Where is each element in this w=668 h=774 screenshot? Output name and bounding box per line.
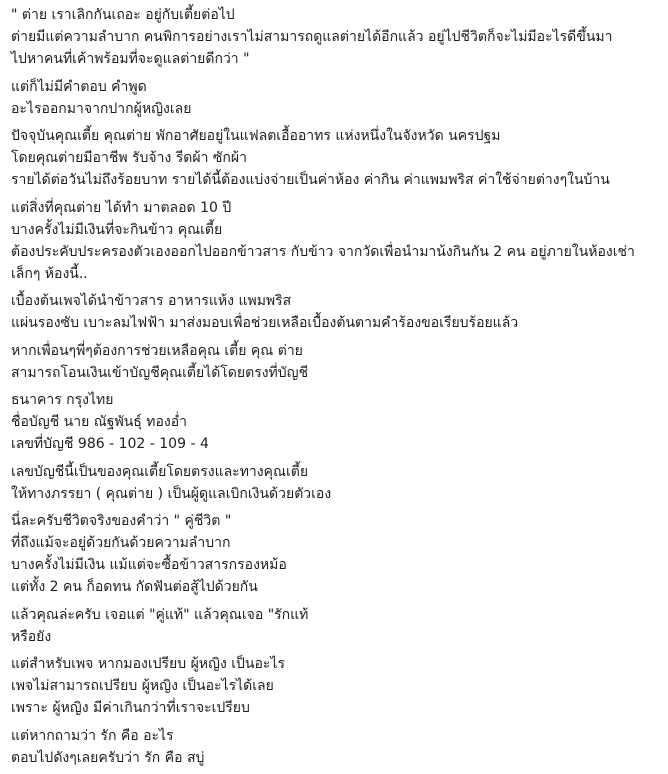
post-text-line: โดยคุณต่ายมีอาชีพ รับจ้าง รีดผ้า ซักผ้า: [11, 150, 247, 166]
post-text-line: แต่หากถามว่า รัก คือ อะไร: [11, 727, 174, 744]
post-text-line: เพราะ ผู้หญิง มีค่าเกินกว่าที่เราจะเปรียบ: [11, 700, 250, 716]
paragraph-what-is-love: [11, 725, 668, 769]
account-number: เลขที่บัญชี 986 - 102 - 109 - 4: [11, 436, 209, 452]
paragraph-current-life: [11, 125, 668, 191]
post-text-line: เบื้องต้นเพจได้นำข้าวสาร อาหารแห้ง แพมพริส: [11, 293, 292, 309]
post-text-line: แผ่นรองซับ เบาะลมไฟฟ้า มาส่งมอบเพื่อช่วยเหลือเบื้องต้นตามคำร้องขอเรียบร้อยแล้ว: [11, 315, 519, 331]
post-text-line: " ต่าย เราเลิกกันเถอะ อยู่กับเตี้ยต่อไป: [11, 7, 235, 23]
post-text-line: ปัจจุบันคุณเตี้ย คุณต่าย พักอาศัยอยู่ในแฟลตเอื้ออาทร แห่งหนึ่งในจังหวัด นครปฐม: [11, 128, 501, 144]
paragraph-ten-years: [11, 197, 668, 285]
paragraph-life-partner: [11, 510, 668, 598]
post-text-line: แล้วคุณล่ะครับ เจอแต่ "คู่แท้" แล้วคุณเจอ "รักแท้: [11, 606, 309, 623]
post-text-line: ต่ายมีแต่ความลำบาก คนพิการอย่างเราไม่สามารถดูแลต่ายได้อีกแล้ว อยู่ไปชีวิตก็จะไม่มีอะไรดีขึ้นมา: [11, 29, 613, 45]
post-text-line: แต่สำหรับเพจ หากมองเปรียบ ผู้หญิง เป็นอะไร: [11, 656, 285, 672]
post-text-line: อะไรออกมาจากปากผู้หญิงเลย: [11, 100, 192, 117]
post-text-line: หากเพื่อนๆพี่ๆต้องการช่วยเหลือคุณ เตี้ย คุณ ต่าย: [11, 342, 303, 359]
bank-name: ธนาคาร กรุงไทย: [11, 392, 114, 408]
post-text-line: บางครั้งไม่มีเงินที่จะกินข้าว คุณเตี้ย: [11, 221, 223, 238]
post-text-line: แต่สิ่งที่คุณต่าย ได้ทำ มาตลอด 10 ปี: [11, 199, 232, 216]
account-name: ชื่อบัญชี นาย ณัฐพันธุ์ ทองอ่ำ: [11, 414, 188, 430]
post-text-line: ให้ทางภรรยา ( คุณต่าย ) เป็นผู้ดูแลเบิกเงินด้วยตัวเอง: [11, 485, 332, 502]
paragraph-breakup-quote: [11, 4, 668, 70]
paragraph-no-answer: [11, 76, 668, 120]
post-text-line: หรือยัง: [11, 628, 52, 645]
paragraph-true-love-question: [11, 604, 668, 648]
paragraph-women-comparison: [11, 653, 668, 719]
paragraph-bank-account: [11, 389, 668, 455]
post-text-line: เพจไม่สามารถเปรียบ ผู้หญิง เป็นอะไรได้เลย: [11, 678, 274, 694]
paragraph-how-to-help: [11, 340, 668, 384]
post-text-line: แต่ก็ไม่มีคำตอบ คำพูด: [11, 78, 147, 95]
post-text-line: ที่ถึงแม้จะอยู่ด้วยกันด้วยความลำบาก: [11, 535, 231, 551]
post-text-line: เล็กๆ ห้องนี้..: [11, 265, 88, 282]
post-text-line: บางครั้งไม่มีเงิน แม้แต่จะซื้อข้าวสารกรองหม้อ: [11, 557, 287, 573]
paragraph-page-donation: [11, 290, 668, 334]
paragraph-account-owner: [11, 461, 668, 505]
post-text-line: ตอบไปดังๆเลยครับว่า รัก คือ สบู่: [11, 749, 205, 766]
post-text-line: ต้องประคับประครองตัวเองออกไปออกข้าวสาร กับข้าว จากวัดเพื่อนำมาน้งกินกัน 2 คน อยู่ภายในห้องเช่า: [11, 243, 635, 260]
post-text-line: แต่ทั้ง 2 คน ก็อดทน กัดฟันต่อสู้ไปด้วยกัน: [11, 579, 258, 595]
post-text-line: สามารถโอนเงินเข้าบัญชีคุณเตี้ยได้โดยตรงที่บัญชี: [11, 364, 309, 381]
post-text-line: นี่ละครับชีวิตจริงของคำว่า " คู่ชีวิต ": [11, 513, 232, 529]
post-text-line: รายได้ต่อวันไม่ถึงร้อยบาท รายได้นี้ต้องแบ่งจ่ายเป็นค่าห้อง ค่ากิน ค่าแพมพริส ค่าใช้จ่ายต่างๆในบ้าน: [11, 172, 610, 188]
post-text-line: เลขบัญชีนี้เป็นของคุณเตี้ยโดยตรงและทางคุณเตี้ย: [11, 463, 309, 480]
post-text-line: ไปหาคนที่เค้าพร้อมที่จะดูแลต่ายดีกว่า ": [11, 51, 250, 67]
